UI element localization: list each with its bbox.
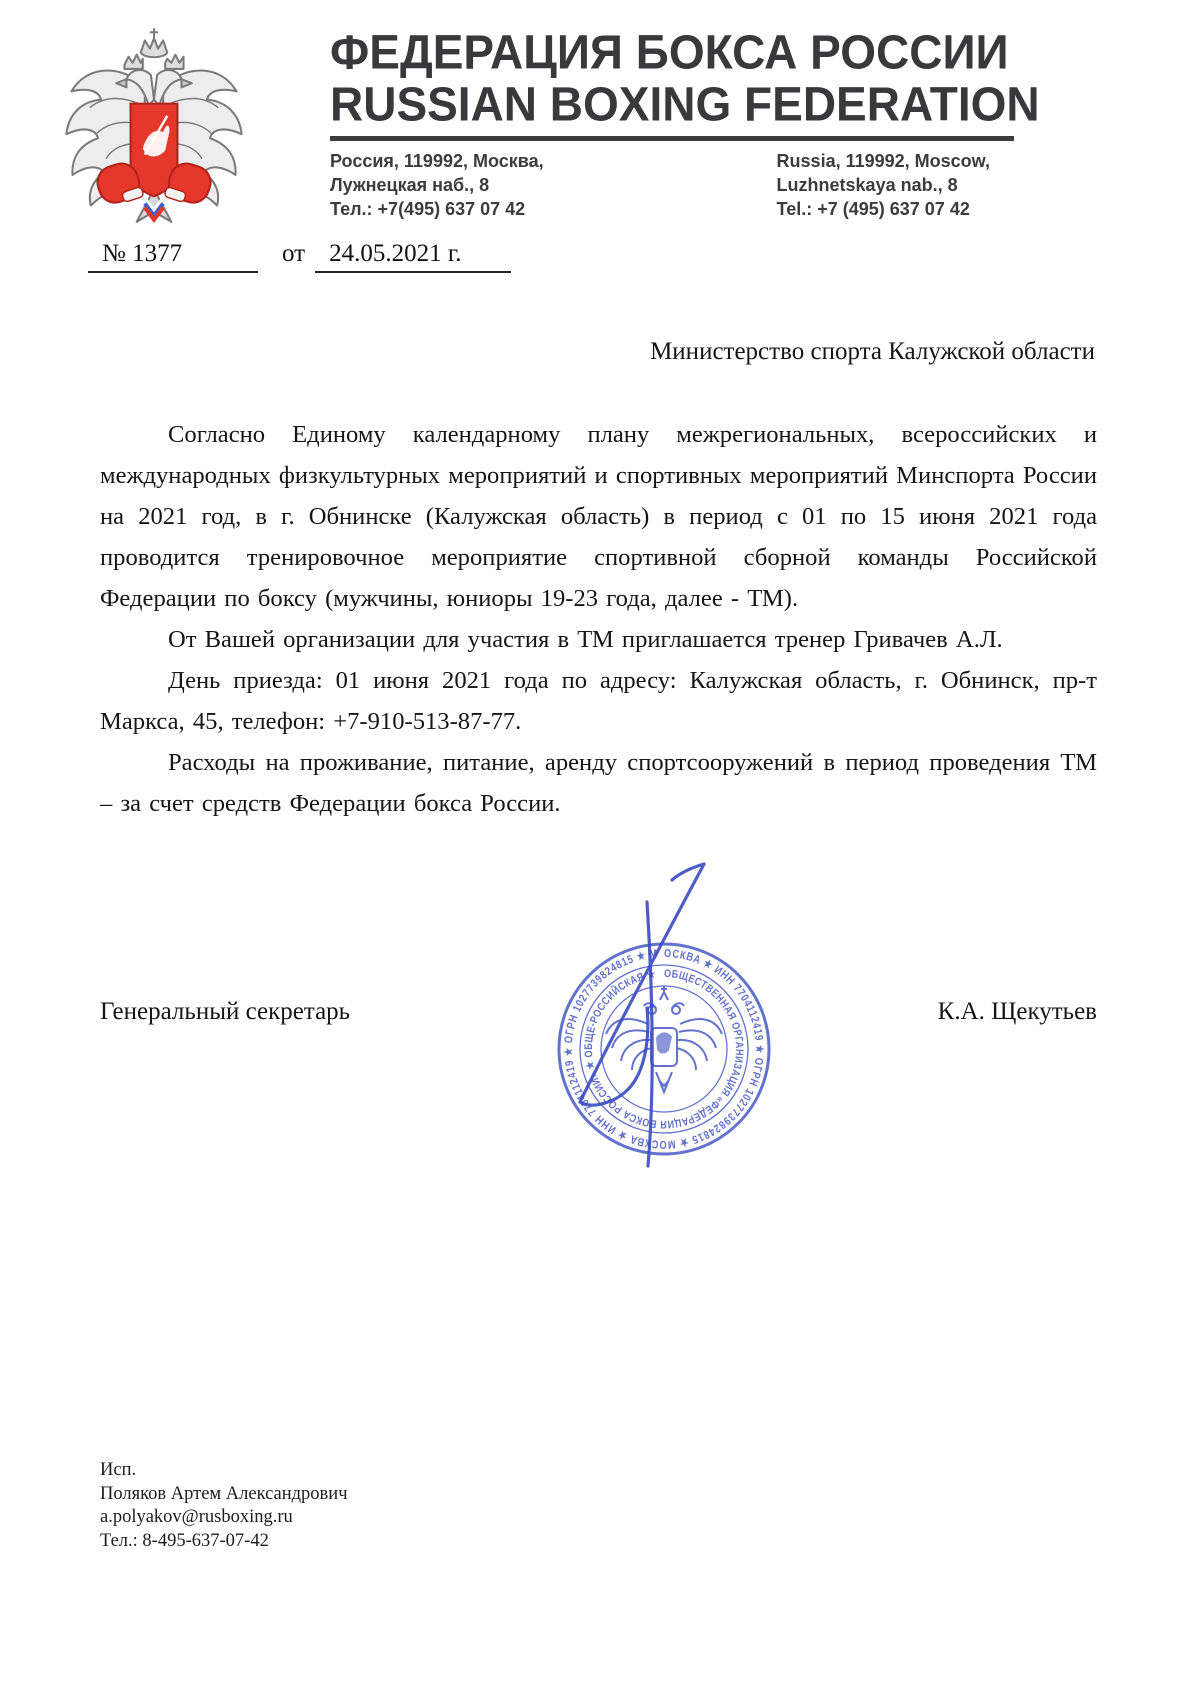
signer-role: Генеральный секретарь <box>100 998 351 1025</box>
signer-name: К.А. Щекутьев <box>937 998 1097 1025</box>
paragraph-4: Расходы на проживание, питание, аренду спортсооружений в период проведения ТМ – за счет средств Федерации бокса России. <box>100 749 1097 817</box>
address-ru: Россия, 119992, Москва, Лужнецкая наб., 8 Тел.: +7(495) 637 07 42 <box>330 151 544 219</box>
address-en: Russia, 119992, Moscow, Luzhnetskaya nab., 8 Tel.: +7 (495) 637 07 42 <box>776 151 990 219</box>
letter-number: № 1377 <box>88 240 258 273</box>
paragraph-3: День приезда: 01 июня 2021 года по адресу: Калужская область, г. Обнинск, пр-т Маркса, 45, телефон: +7-910-513-87-77. <box>100 667 1097 735</box>
paragraph-1: Согласно Единому календарному плану межрегиональных, всероссийских и международных физкультурных мероприятий и спортивных мероприятий Минспорта России на 2021 год, в г. Обнинске (Калужская область) в период с 01 по 15 июня 2021 года проводится тренировочное мероприятие спортивной сборной команды Российской Федерации по боксу (мужчины, юниоры 19-23 года, далее - ТМ). <box>100 421 1097 612</box>
stamp-outer-text: ОСКВА ★ ИНН 7704112419 ★ ОГРН 1027739824815 ★ МОСКВА ★ ИНН 7704112419 ★ ОГРН 1027739824815 ★ М <box>562 947 765 1151</box>
letter-date: 24.05.2021 г. <box>315 240 511 273</box>
federation-emblem-logo <box>56 18 252 232</box>
reference-line <box>88 240 511 273</box>
masthead-divider <box>330 136 1014 141</box>
executor-block <box>100 1459 348 1553</box>
from-label: от <box>282 240 306 267</box>
letter-body <box>100 414 1097 824</box>
stamp-eagle-icon <box>606 986 722 1092</box>
masthead <box>330 24 1040 222</box>
executor-name: Поляков Артем Александрович <box>100 1483 348 1504</box>
org-title-en: RUSSIAN BOXING FEDERATION <box>330 76 1040 131</box>
executor-email: a.polyakov@rusboxing.ru <box>100 1507 293 1527</box>
executor-label: Исп. <box>100 1460 137 1480</box>
executor-phone: Тел.: 8-495-637-07-42 <box>100 1530 269 1551</box>
official-stamp <box>518 840 810 1174</box>
org-title-ru: ФЕДЕРАЦИЯ БОКСА РОССИИ <box>330 24 1009 79</box>
paragraph-2: От Вашей организации для участия в ТМ приглашается тренер Гривачев А.Л. <box>168 626 1003 653</box>
addressee: Министерство спорта Калужской области <box>650 338 1095 365</box>
stamp-inner-text: ОБЩЕСТВЕННАЯ ОРГАНИЗАЦИЯ «ФЕДЕРАЦИЯ БОКСА РОССИИ» ★ ОБЩЕ-РОССИЙСКАЯ ★ <box>582 967 746 1131</box>
